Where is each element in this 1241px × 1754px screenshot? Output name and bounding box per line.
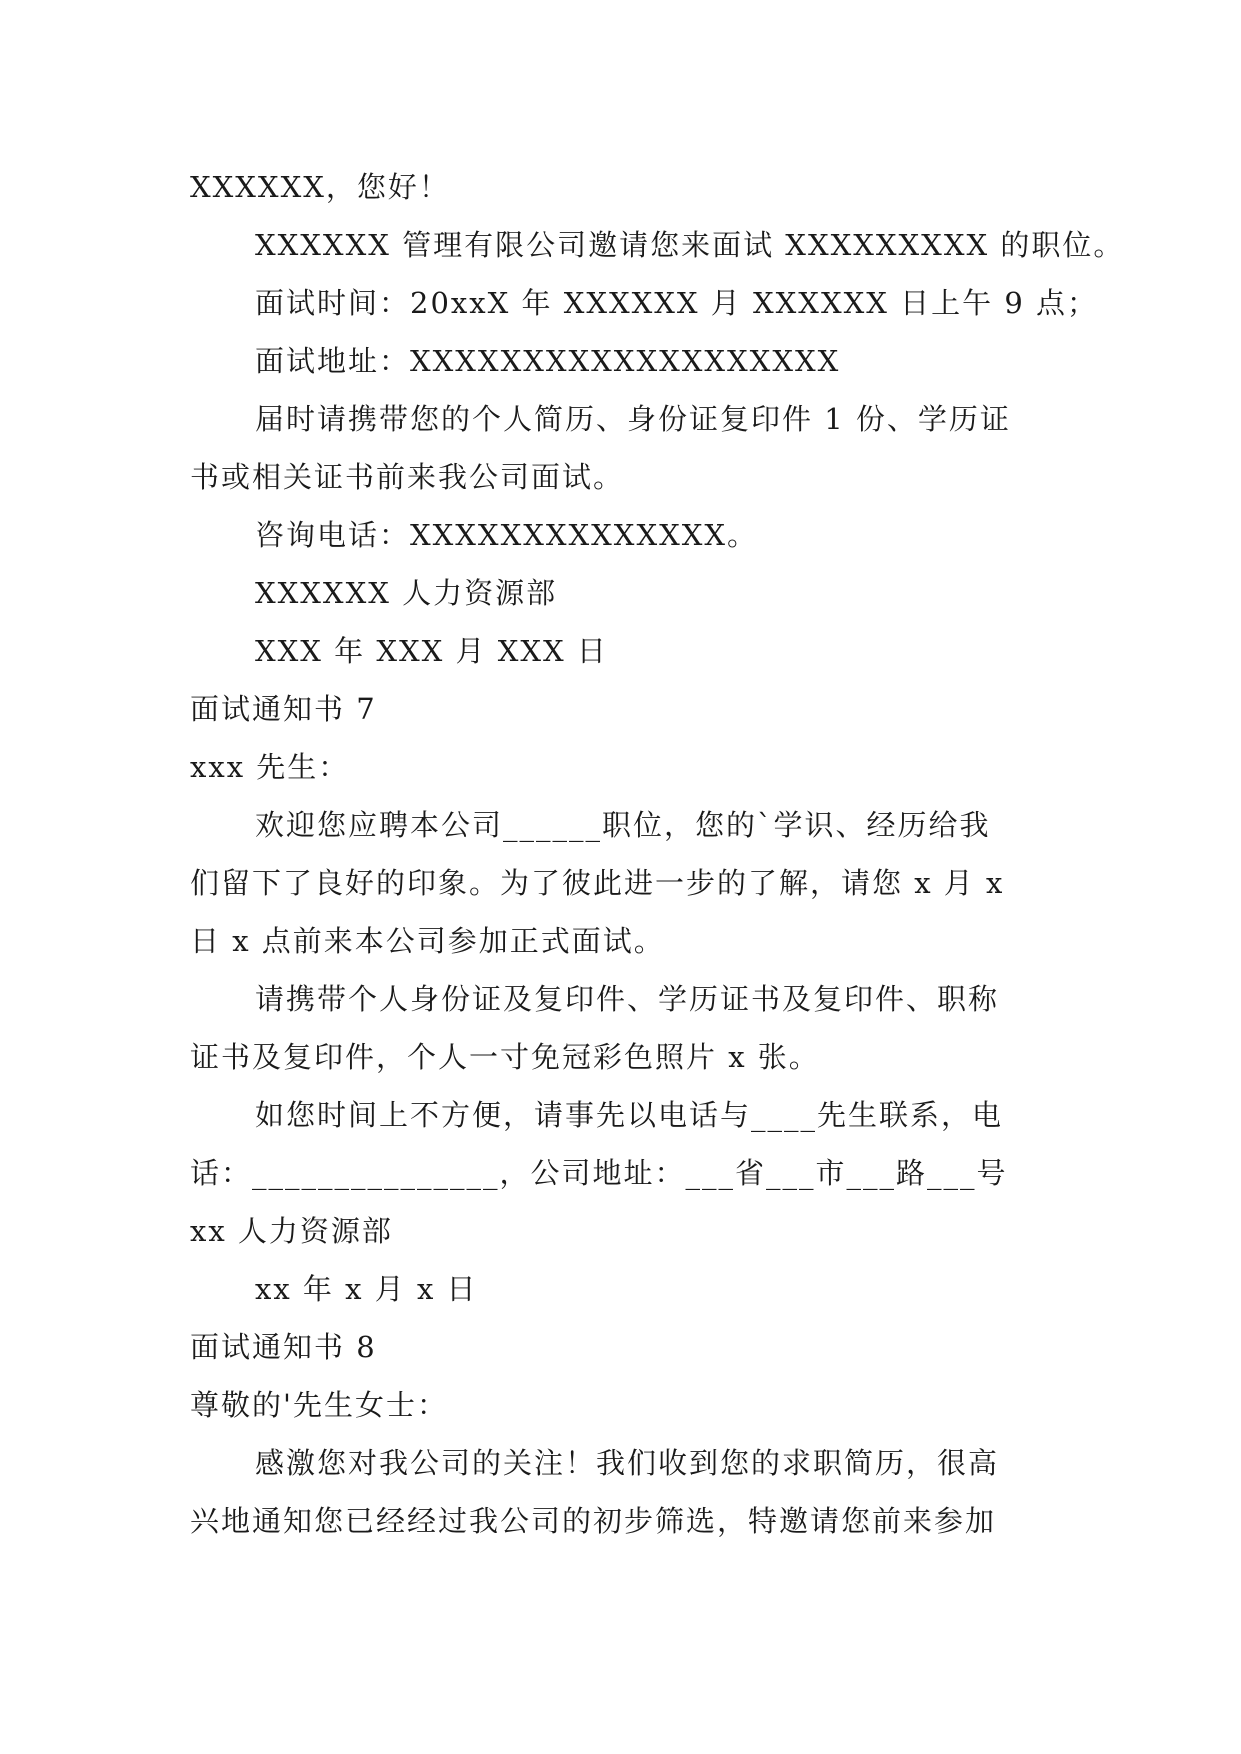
section-heading: 面试通知书 7	[190, 692, 377, 726]
greeting-line: XXXXXX，您好！	[190, 170, 450, 204]
paragraph-line: 书或相关证书前来我公司面试。	[190, 460, 625, 494]
paragraph-line: 们留下了良好的印象。为了彼此进一步的了解，请您 x 月 x	[190, 866, 1005, 900]
interview-time-line: 面试时间：20xxX 年 XXXXXX 月 XXXXXX 日上午 9 点；	[255, 286, 1098, 320]
paragraph-line: XXXXXX 管理有限公司邀请您来面试 XXXXXXXXX 的职位。	[255, 228, 1125, 262]
paragraph-line: 如您时间上不方便，请事先以电话与____先生联系，电	[255, 1098, 1004, 1132]
paragraph-line: 日 x 点前来本公司参加正式面试。	[190, 924, 665, 958]
signature-department: xx 人力资源部	[190, 1214, 393, 1248]
paragraph-line: 请携带个人身份证及复印件、学历证书及复印件、职称	[255, 982, 1000, 1016]
paragraph-line: 届时请携带您的个人简历、身份证复印件 1 份、学历证	[255, 402, 1011, 436]
interview-address-line: 面试地址：XXXXXXXXXXXXXXXXXXX	[255, 344, 841, 378]
section-heading: 面试通知书 8	[190, 1330, 377, 1364]
signature-date: xx 年 x 月 x 日	[255, 1272, 478, 1306]
consult-phone-line: 咨询电话：XXXXXXXXXXXXXX。	[255, 518, 759, 552]
salutation-line: 尊敬的'先生女士：	[190, 1388, 448, 1422]
paragraph-line: 感激您对我公司的关注！我们收到您的求职简历，很高	[255, 1446, 1000, 1480]
salutation-line: xxx 先生：	[190, 750, 350, 784]
signature-date: XXX 年 XXX 月 XXX 日	[255, 634, 608, 668]
paragraph-line: 欢迎您应聘本公司______职位，您的`学识、经历给我	[255, 808, 991, 842]
signature-department: XXXXXX 人力资源部	[255, 576, 558, 610]
paragraph-line: 证书及复印件，个人一寸免冠彩色照片 x 张。	[190, 1040, 820, 1074]
paragraph-line: 兴地通知您已经经过我公司的初步筛选，特邀请您前来参加	[190, 1504, 997, 1538]
document-body	[190, 158, 1125, 1550]
paragraph-line: 话：_______________，公司地址：___省___市___路___号	[190, 1156, 1008, 1190]
